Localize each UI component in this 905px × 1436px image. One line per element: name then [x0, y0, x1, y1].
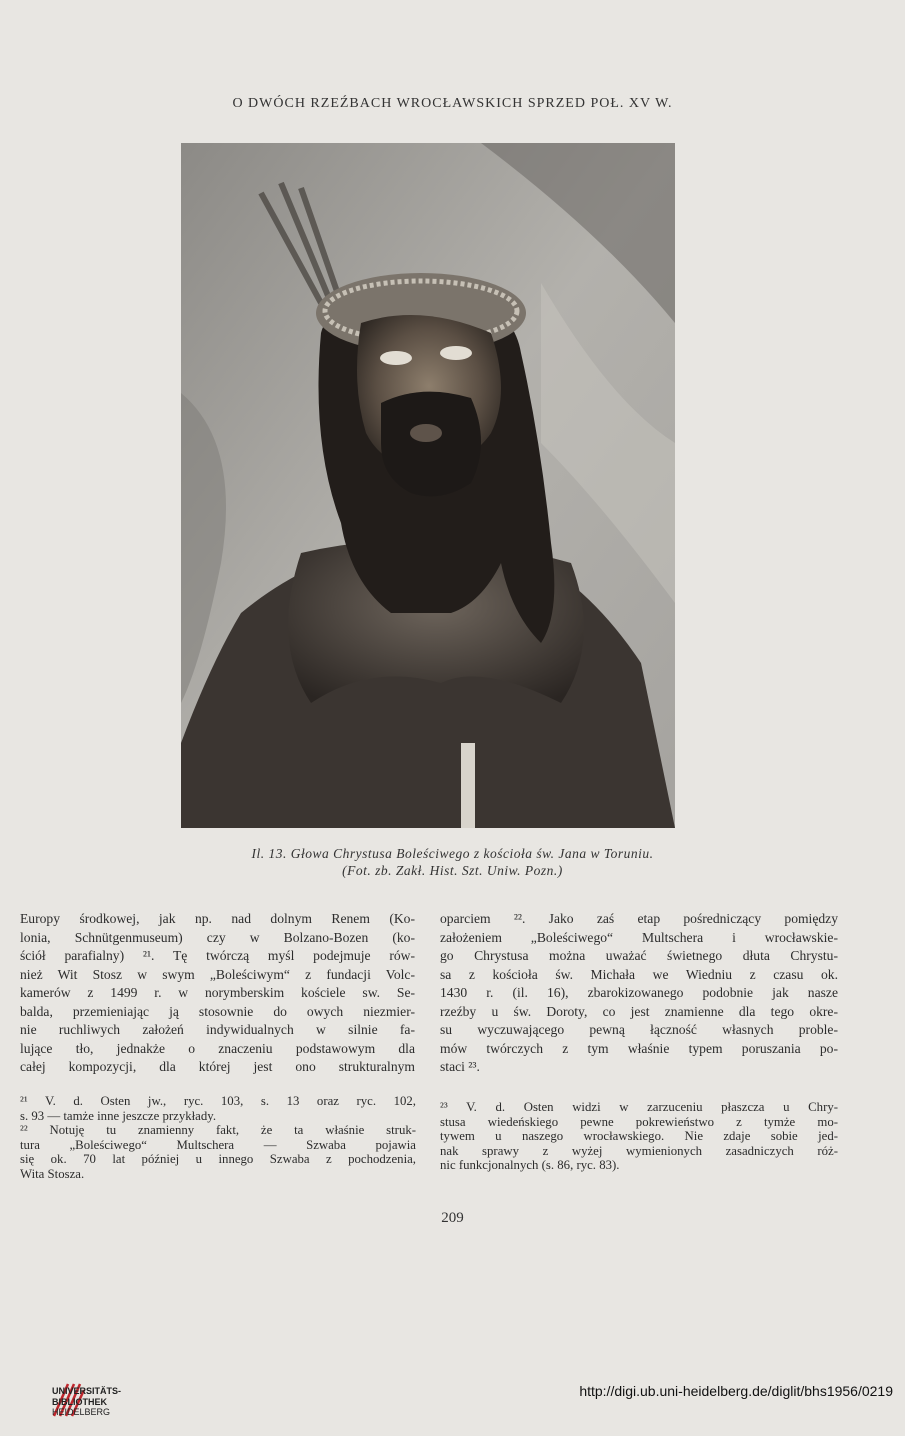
- body-column-right: [440, 910, 838, 1077]
- footnote-line: ²² Notuję tu znamienny fakt, że ta właśnie struk-: [20, 1123, 416, 1138]
- text-line: lujące tło, jednakże o znaczeniu podstawowym dla: [20, 1040, 415, 1056]
- running-head: O DWÓCH RZEŹBACH WROCŁAWSKICH SPRZED POŁ. XV W.: [232, 96, 673, 111]
- caption-line-2: (Fot. zb. Zakł. Hist. Szt. Uniw. Pozn.): [342, 863, 563, 878]
- text-line: nie ruchliwych założeń indywidualnych w silnie fa-: [20, 1022, 415, 1037]
- footnote-line: Wita Stosza.: [20, 1166, 85, 1181]
- text-line: 1430 r. (il. 16), zbarokizowanego podobnie jak nasze: [440, 985, 838, 1000]
- text-line: staci ²³.: [440, 1059, 480, 1074]
- footnote-line: tywem u naszego wrocławskiego. Nie zdaje sobie jed-: [440, 1129, 838, 1144]
- caption-line-1: Il. 13. Głowa Chrystusa Boleściwego z kościoła św. Jana w Toruniu.: [251, 846, 654, 861]
- text-line: kamerów z 1499 r. w norymberskim kościele sw. Se-: [20, 985, 415, 1000]
- text-line: Europy środkowej, jak np. nad dolnym Renem (Ko-: [20, 911, 415, 926]
- text-line: całej kompozycji, dla której jest ono strukturalnym: [20, 1059, 415, 1074]
- christ-head-photo: [181, 143, 675, 828]
- footnote-line: nak sprawy z wyżej wymienionych zasadniczych róż-: [440, 1143, 838, 1158]
- footnote-line: nic funkcjonalnych (s. 86, ryc. 83).: [440, 1158, 620, 1173]
- text-line: założeniem „Boleściwego“ Multschera i wrocławskie-: [440, 929, 838, 945]
- footnotes-right: [440, 1100, 838, 1173]
- text-line: ściół parafialny) ²¹. Tę twórczą myśl podejmuje rów-: [20, 948, 415, 963]
- footnote-line: tura „Boleściwego“ Multschera — Szwaba pojawia: [20, 1137, 416, 1152]
- footnote-line: ²³ V. d. Osten widzi w zarzuceniu płaszcza u Chry-: [440, 1100, 838, 1114]
- logo-line: BIBLIOTHEK: [52, 1396, 107, 1407]
- footnotes-left: [20, 1094, 416, 1182]
- library-logo-text: [52, 1386, 121, 1418]
- figure-caption: [0, 845, 905, 879]
- footnote-line: stusa wiedeńskiego pewne pokrewieństwo z tymże mo-: [440, 1114, 838, 1129]
- body-column-left: [20, 910, 415, 1077]
- text-line: su wyczuwającego pewną łączność własnych proble-: [440, 1022, 838, 1037]
- text-line: go Chrystusa można uważać świetnego dłuta Chrystu-: [440, 948, 838, 963]
- logo-line: UNIVERSITÄTS-: [52, 1386, 122, 1396]
- text-line: sa z kościoła św. Michała we Wiedniu z czasu ok.: [440, 966, 838, 982]
- page-number: 209: [441, 1210, 464, 1226]
- text-line: oparciem ²². Jako zaś etap pośredniczący pomiędzy: [440, 911, 838, 926]
- footnote-line: s. 93 — tamże inne jeszcze przykłady.: [20, 1108, 217, 1123]
- text-line: nież Wit Stosz w swym „Boleściwym“ z fundacji Volc-: [20, 966, 415, 982]
- source-url-link[interactable]: http://digi.ub.uni-heidelberg.de/diglit/bhs1956/0219: [579, 1383, 893, 1399]
- text-line: mów twórczych z tym właśnie typem poruszania po-: [440, 1040, 838, 1056]
- text-line: lonia, Schnütgenmuseum) czy w Bolzano-Bozen (ko-: [20, 929, 415, 945]
- footnote-line: się ok. 70 lat później u innego Szwaba z pochodzenia,: [20, 1152, 416, 1167]
- text-line: rzeźby u św. Doroty, co jest znamienne dla tego okre-: [440, 1003, 838, 1019]
- footnote-line: ²¹ V. d. Osten jw., ryc. 103, s. 13 oraz ryc. 102,: [20, 1094, 416, 1108]
- figure-photo: [181, 143, 675, 828]
- text-line: balda, przemieniając ją stosownie do owych niezmier-: [20, 1003, 415, 1019]
- logo-line: HEIDELBERG: [52, 1407, 111, 1417]
